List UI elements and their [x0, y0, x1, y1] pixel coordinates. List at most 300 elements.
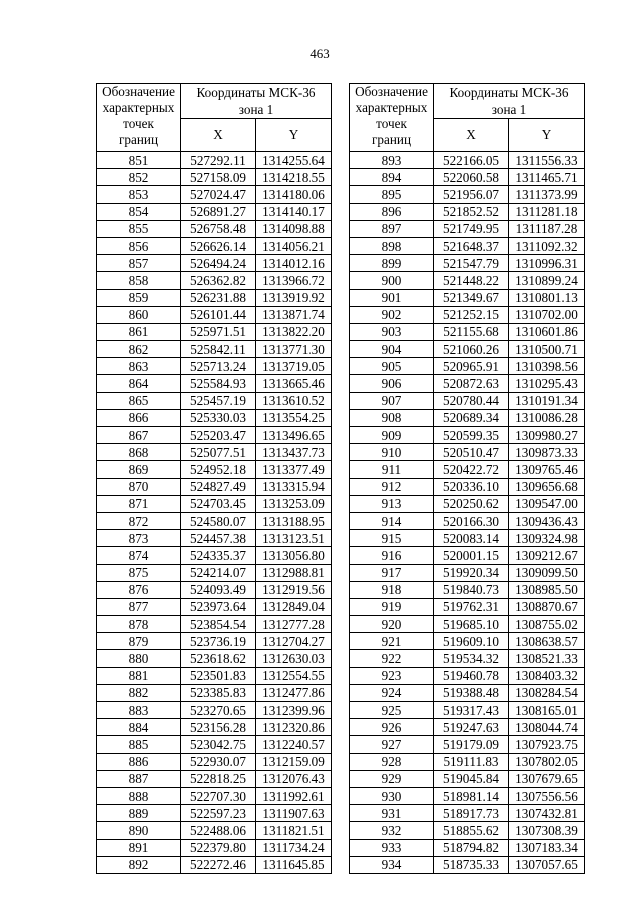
point-number-cell: 911: [350, 461, 434, 478]
table-row: [97, 787, 332, 804]
x-coordinate-cell: 522272.46: [181, 856, 256, 873]
x-coordinate-cell: 522597.23: [181, 805, 256, 822]
point-number-cell: 923: [350, 667, 434, 684]
point-number-cell: 867: [97, 427, 181, 444]
table-row: [97, 616, 332, 633]
point-number-cell: 929: [350, 770, 434, 787]
point-number-cell: 931: [350, 805, 434, 822]
y-coordinate-cell: 1309980.27: [509, 427, 585, 444]
point-number-cell: 920: [350, 616, 434, 633]
header-coordinates: Координаты МСК-36 зона 1: [181, 84, 332, 119]
y-coordinate-cell: 1307556.56: [509, 787, 585, 804]
table-row: [97, 736, 332, 753]
x-coordinate-cell: 521252.15: [434, 306, 509, 323]
x-coordinate-cell: 526494.24: [181, 255, 256, 272]
y-coordinate-cell: 1313554.25: [256, 409, 332, 426]
table-row: [97, 289, 332, 306]
point-number-cell: 918: [350, 581, 434, 598]
table-row: [97, 581, 332, 598]
table-row: [97, 255, 332, 272]
x-coordinate-cell: 519388.48: [434, 684, 509, 701]
y-coordinate-cell: 1314255.64: [256, 152, 332, 169]
x-coordinate-cell: 521956.07: [434, 186, 509, 203]
y-coordinate-cell: 1308638.57: [509, 633, 585, 650]
x-coordinate-cell: 519111.83: [434, 753, 509, 770]
y-coordinate-cell: 1314098.88: [256, 220, 332, 237]
point-number-cell: 887: [97, 770, 181, 787]
y-coordinate-cell: 1313665.46: [256, 375, 332, 392]
point-number-cell: 895: [350, 186, 434, 203]
point-number-cell: 857: [97, 255, 181, 272]
y-coordinate-cell: 1312477.86: [256, 684, 332, 701]
y-coordinate-cell: 1312849.04: [256, 598, 332, 615]
point-number-cell: 890: [97, 822, 181, 839]
table-row: [97, 684, 332, 701]
y-coordinate-cell: 1313377.49: [256, 461, 332, 478]
y-coordinate-cell: 1313822.20: [256, 323, 332, 340]
y-coordinate-cell: 1313966.72: [256, 272, 332, 289]
x-coordinate-cell: 527158.09: [181, 169, 256, 186]
x-coordinate-cell: 519247.63: [434, 719, 509, 736]
table-row: [350, 392, 585, 409]
x-coordinate-cell: 523854.54: [181, 616, 256, 633]
point-number-cell: 928: [350, 753, 434, 770]
y-coordinate-cell: 1313437.73: [256, 444, 332, 461]
y-coordinate-cell: 1311092.32: [509, 237, 585, 254]
point-number-cell: 884: [97, 719, 181, 736]
table-row: [350, 237, 585, 254]
y-coordinate-cell: 1308403.32: [509, 667, 585, 684]
table-row: [350, 478, 585, 495]
x-coordinate-cell: 518855.62: [434, 822, 509, 839]
table-row: [97, 478, 332, 495]
table-row: [350, 787, 585, 804]
table-row: [350, 547, 585, 564]
x-coordinate-cell: 519609.10: [434, 633, 509, 650]
y-coordinate-cell: 1309212.67: [509, 547, 585, 564]
point-number-cell: 870: [97, 478, 181, 495]
table-row: [350, 255, 585, 272]
y-coordinate-cell: 1308985.50: [509, 581, 585, 598]
header-x: X: [181, 119, 256, 152]
y-coordinate-cell: 1307057.65: [509, 856, 585, 873]
table-body-left: [97, 152, 332, 874]
table-row: [97, 392, 332, 409]
point-number-cell: 925: [350, 702, 434, 719]
table-row: [350, 169, 585, 186]
y-coordinate-cell: 1311992.61: [256, 787, 332, 804]
point-number-cell: 877: [97, 598, 181, 615]
y-coordinate-cell: 1312240.57: [256, 736, 332, 753]
point-number-cell: 853: [97, 186, 181, 203]
point-number-cell: 885: [97, 736, 181, 753]
table-row: [97, 598, 332, 615]
point-number-cell: 872: [97, 512, 181, 529]
y-coordinate-cell: 1310899.24: [509, 272, 585, 289]
x-coordinate-cell: 521749.95: [434, 220, 509, 237]
y-coordinate-cell: 1313871.74: [256, 306, 332, 323]
table-row: [97, 220, 332, 237]
table-row: [97, 186, 332, 203]
table-row: [350, 530, 585, 547]
table-row: [350, 272, 585, 289]
table-row: [97, 461, 332, 478]
table-row: [350, 719, 585, 736]
table-row: [350, 358, 585, 375]
y-coordinate-cell: 1311187.28: [509, 220, 585, 237]
y-coordinate-cell: 1307308.39: [509, 822, 585, 839]
x-coordinate-cell: 523042.75: [181, 736, 256, 753]
point-number-cell: 860: [97, 306, 181, 323]
point-number-cell: 871: [97, 495, 181, 512]
table-row: [350, 702, 585, 719]
y-coordinate-cell: 1314218.55: [256, 169, 332, 186]
table-row: [350, 375, 585, 392]
point-number-cell: 907: [350, 392, 434, 409]
x-coordinate-cell: 523270.65: [181, 702, 256, 719]
table-row: [350, 856, 585, 873]
table-row: [97, 427, 332, 444]
point-number-cell: 906: [350, 375, 434, 392]
header-designation: Обозначение характерных точек границ: [350, 84, 434, 152]
table-row: [97, 719, 332, 736]
table-row: [350, 512, 585, 529]
table-row: [350, 341, 585, 358]
table-row: [97, 169, 332, 186]
table-row: [97, 530, 332, 547]
x-coordinate-cell: 521060.26: [434, 341, 509, 358]
point-number-cell: 913: [350, 495, 434, 512]
y-coordinate-cell: 1313610.52: [256, 392, 332, 409]
y-coordinate-cell: 1309873.33: [509, 444, 585, 461]
y-coordinate-cell: 1309765.46: [509, 461, 585, 478]
point-number-cell: 888: [97, 787, 181, 804]
point-number-cell: 874: [97, 547, 181, 564]
point-number-cell: 875: [97, 564, 181, 581]
y-coordinate-cell: 1310086.28: [509, 409, 585, 426]
table-row: [350, 616, 585, 633]
x-coordinate-cell: 527292.11: [181, 152, 256, 169]
table-row: [350, 323, 585, 340]
y-coordinate-cell: 1312159.09: [256, 753, 332, 770]
x-coordinate-cell: 524335.37: [181, 547, 256, 564]
x-coordinate-cell: 518981.14: [434, 787, 509, 804]
table-row: [97, 272, 332, 289]
x-coordinate-cell: 525971.51: [181, 323, 256, 340]
table-row: [350, 495, 585, 512]
table-row: [97, 152, 332, 169]
table-row: [97, 856, 332, 873]
x-coordinate-cell: 519045.84: [434, 770, 509, 787]
y-coordinate-cell: 1313496.65: [256, 427, 332, 444]
x-coordinate-cell: 523385.83: [181, 684, 256, 701]
y-coordinate-cell: 1311281.18: [509, 203, 585, 220]
table-row: [350, 598, 585, 615]
point-number-cell: 892: [97, 856, 181, 873]
point-number-cell: 862: [97, 341, 181, 358]
y-coordinate-cell: 1314012.16: [256, 255, 332, 272]
x-coordinate-cell: 524214.07: [181, 564, 256, 581]
x-coordinate-cell: 520599.35: [434, 427, 509, 444]
point-number-cell: 898: [350, 237, 434, 254]
point-number-cell: 852: [97, 169, 181, 186]
x-coordinate-cell: 523618.62: [181, 650, 256, 667]
header-y: Y: [256, 119, 332, 152]
y-coordinate-cell: 1312777.28: [256, 616, 332, 633]
table-row: [97, 495, 332, 512]
x-coordinate-cell: 526891.27: [181, 203, 256, 220]
table-row: [350, 186, 585, 203]
point-number-cell: 886: [97, 753, 181, 770]
point-number-cell: 894: [350, 169, 434, 186]
coordinates-table-right: [349, 83, 585, 874]
x-coordinate-cell: 523156.28: [181, 719, 256, 736]
y-coordinate-cell: 1309656.68: [509, 478, 585, 495]
table-row: [350, 461, 585, 478]
table-row: [97, 323, 332, 340]
header-coordinates: Координаты МСК-36 зона 1: [434, 84, 585, 119]
y-coordinate-cell: 1311734.24: [256, 839, 332, 856]
x-coordinate-cell: 520872.63: [434, 375, 509, 392]
x-coordinate-cell: 519179.09: [434, 736, 509, 753]
x-coordinate-cell: 525842.11: [181, 341, 256, 358]
y-coordinate-cell: 1313056.80: [256, 547, 332, 564]
x-coordinate-cell: 520001.15: [434, 547, 509, 564]
table-row: [350, 736, 585, 753]
point-number-cell: 899: [350, 255, 434, 272]
x-coordinate-cell: 519460.78: [434, 667, 509, 684]
point-number-cell: 910: [350, 444, 434, 461]
x-coordinate-cell: 521648.37: [434, 237, 509, 254]
point-number-cell: 909: [350, 427, 434, 444]
y-coordinate-cell: 1308870.67: [509, 598, 585, 615]
x-coordinate-cell: 525584.93: [181, 375, 256, 392]
x-coordinate-cell: 526231.88: [181, 289, 256, 306]
table-row: [350, 633, 585, 650]
point-number-cell: 933: [350, 839, 434, 856]
table-row: [97, 358, 332, 375]
table-row: [350, 289, 585, 306]
point-number-cell: 900: [350, 272, 434, 289]
x-coordinate-cell: 519920.34: [434, 564, 509, 581]
table-row: [97, 547, 332, 564]
y-coordinate-cell: 1314180.06: [256, 186, 332, 203]
x-coordinate-cell: 525713.24: [181, 358, 256, 375]
y-coordinate-cell: 1308044.74: [509, 719, 585, 736]
table-row: [97, 203, 332, 220]
y-coordinate-cell: 1313771.30: [256, 341, 332, 358]
point-number-cell: 858: [97, 272, 181, 289]
y-coordinate-cell: 1312988.81: [256, 564, 332, 581]
header-x: X: [434, 119, 509, 152]
point-number-cell: 861: [97, 323, 181, 340]
table-row: [350, 805, 585, 822]
point-number-cell: 889: [97, 805, 181, 822]
y-coordinate-cell: 1313188.95: [256, 512, 332, 529]
table-row: [97, 341, 332, 358]
x-coordinate-cell: 520336.10: [434, 478, 509, 495]
table-row: [350, 409, 585, 426]
point-number-cell: 881: [97, 667, 181, 684]
x-coordinate-cell: 523501.83: [181, 667, 256, 684]
table-row: [350, 667, 585, 684]
y-coordinate-cell: 1308165.01: [509, 702, 585, 719]
table-row: [97, 409, 332, 426]
x-coordinate-cell: 519317.43: [434, 702, 509, 719]
point-number-cell: 934: [350, 856, 434, 873]
x-coordinate-cell: 521852.52: [434, 203, 509, 220]
x-coordinate-cell: 518794.82: [434, 839, 509, 856]
y-coordinate-cell: 1313253.09: [256, 495, 332, 512]
point-number-cell: 927: [350, 736, 434, 753]
table-row: [97, 822, 332, 839]
table-row: [97, 375, 332, 392]
y-coordinate-cell: 1310398.56: [509, 358, 585, 375]
y-coordinate-cell: 1312399.96: [256, 702, 332, 719]
table-row: [350, 753, 585, 770]
point-number-cell: 854: [97, 203, 181, 220]
point-number-cell: 893: [350, 152, 434, 169]
point-number-cell: 912: [350, 478, 434, 495]
x-coordinate-cell: 523973.64: [181, 598, 256, 615]
table-row: [97, 805, 332, 822]
x-coordinate-cell: 522707.30: [181, 787, 256, 804]
point-number-cell: 851: [97, 152, 181, 169]
header-y: Y: [509, 119, 585, 152]
x-coordinate-cell: 522060.58: [434, 169, 509, 186]
y-coordinate-cell: 1312630.03: [256, 650, 332, 667]
y-coordinate-cell: 1312320.86: [256, 719, 332, 736]
x-coordinate-cell: 520965.91: [434, 358, 509, 375]
y-coordinate-cell: 1311556.33: [509, 152, 585, 169]
y-coordinate-cell: 1311465.71: [509, 169, 585, 186]
y-coordinate-cell: 1314140.17: [256, 203, 332, 220]
y-coordinate-cell: 1310601.86: [509, 323, 585, 340]
y-coordinate-cell: 1310191.34: [509, 392, 585, 409]
x-coordinate-cell: 524457.38: [181, 530, 256, 547]
table-row: [97, 650, 332, 667]
table-row: [350, 203, 585, 220]
x-coordinate-cell: 525457.19: [181, 392, 256, 409]
header-designation: Обозначение характерных точек границ: [97, 84, 181, 152]
table-row: [97, 237, 332, 254]
x-coordinate-cell: 523736.19: [181, 633, 256, 650]
y-coordinate-cell: 1310996.31: [509, 255, 585, 272]
y-coordinate-cell: 1307183.34: [509, 839, 585, 856]
point-number-cell: 863: [97, 358, 181, 375]
point-number-cell: 859: [97, 289, 181, 306]
x-coordinate-cell: 524952.18: [181, 461, 256, 478]
x-coordinate-cell: 518735.33: [434, 856, 509, 873]
point-number-cell: 879: [97, 633, 181, 650]
y-coordinate-cell: 1314056.21: [256, 237, 332, 254]
x-coordinate-cell: 521155.68: [434, 323, 509, 340]
y-coordinate-cell: 1309436.43: [509, 512, 585, 529]
y-coordinate-cell: 1307679.65: [509, 770, 585, 787]
x-coordinate-cell: 522379.80: [181, 839, 256, 856]
x-coordinate-cell: 527024.47: [181, 186, 256, 203]
y-coordinate-cell: 1313315.94: [256, 478, 332, 495]
y-coordinate-cell: 1310500.71: [509, 341, 585, 358]
point-number-cell: 908: [350, 409, 434, 426]
point-number-cell: 924: [350, 684, 434, 701]
point-number-cell: 882: [97, 684, 181, 701]
point-number-cell: 930: [350, 787, 434, 804]
table-row: [350, 684, 585, 701]
x-coordinate-cell: 520250.62: [434, 495, 509, 512]
y-coordinate-cell: 1307923.75: [509, 736, 585, 753]
page-number: 463: [310, 46, 330, 61]
x-coordinate-cell: 518917.73: [434, 805, 509, 822]
y-coordinate-cell: 1311645.85: [256, 856, 332, 873]
point-number-cell: 932: [350, 822, 434, 839]
table-row: [350, 152, 585, 169]
y-coordinate-cell: 1313919.92: [256, 289, 332, 306]
table-row: [97, 564, 332, 581]
point-number-cell: 915: [350, 530, 434, 547]
point-number-cell: 865: [97, 392, 181, 409]
x-coordinate-cell: 524580.07: [181, 512, 256, 529]
table-row: [97, 702, 332, 719]
y-coordinate-cell: 1309099.50: [509, 564, 585, 581]
x-coordinate-cell: 525330.03: [181, 409, 256, 426]
x-coordinate-cell: 520689.34: [434, 409, 509, 426]
point-number-cell: 916: [350, 547, 434, 564]
point-number-cell: 922: [350, 650, 434, 667]
x-coordinate-cell: 526758.48: [181, 220, 256, 237]
point-number-cell: 914: [350, 512, 434, 529]
x-coordinate-cell: 526626.14: [181, 237, 256, 254]
table-row: [350, 220, 585, 237]
x-coordinate-cell: 524703.45: [181, 495, 256, 512]
table-row: [350, 564, 585, 581]
point-number-cell: 904: [350, 341, 434, 358]
table-row: [350, 839, 585, 856]
table-row: [350, 822, 585, 839]
x-coordinate-cell: 522930.07: [181, 753, 256, 770]
table-row: [350, 581, 585, 598]
x-coordinate-cell: 521547.79: [434, 255, 509, 272]
y-coordinate-cell: 1308521.33: [509, 650, 585, 667]
point-number-cell: 864: [97, 375, 181, 392]
point-number-cell: 856: [97, 237, 181, 254]
x-coordinate-cell: 521448.22: [434, 272, 509, 289]
table-row: [97, 770, 332, 787]
point-number-cell: 903: [350, 323, 434, 340]
x-coordinate-cell: 520166.30: [434, 512, 509, 529]
point-number-cell: 869: [97, 461, 181, 478]
point-number-cell: 880: [97, 650, 181, 667]
point-number-cell: 901: [350, 289, 434, 306]
point-number-cell: 902: [350, 306, 434, 323]
y-coordinate-cell: 1308284.54: [509, 684, 585, 701]
y-coordinate-cell: 1311821.51: [256, 822, 332, 839]
x-coordinate-cell: 519762.31: [434, 598, 509, 615]
table-row: [97, 306, 332, 323]
point-number-cell: 868: [97, 444, 181, 461]
table-row: [350, 427, 585, 444]
y-coordinate-cell: 1312919.56: [256, 581, 332, 598]
x-coordinate-cell: 525203.47: [181, 427, 256, 444]
y-coordinate-cell: 1312554.55: [256, 667, 332, 684]
y-coordinate-cell: 1307802.05: [509, 753, 585, 770]
table-row: [350, 650, 585, 667]
y-coordinate-cell: 1312704.27: [256, 633, 332, 650]
point-number-cell: 917: [350, 564, 434, 581]
point-number-cell: 876: [97, 581, 181, 598]
table-row: [97, 512, 332, 529]
x-coordinate-cell: 519685.10: [434, 616, 509, 633]
